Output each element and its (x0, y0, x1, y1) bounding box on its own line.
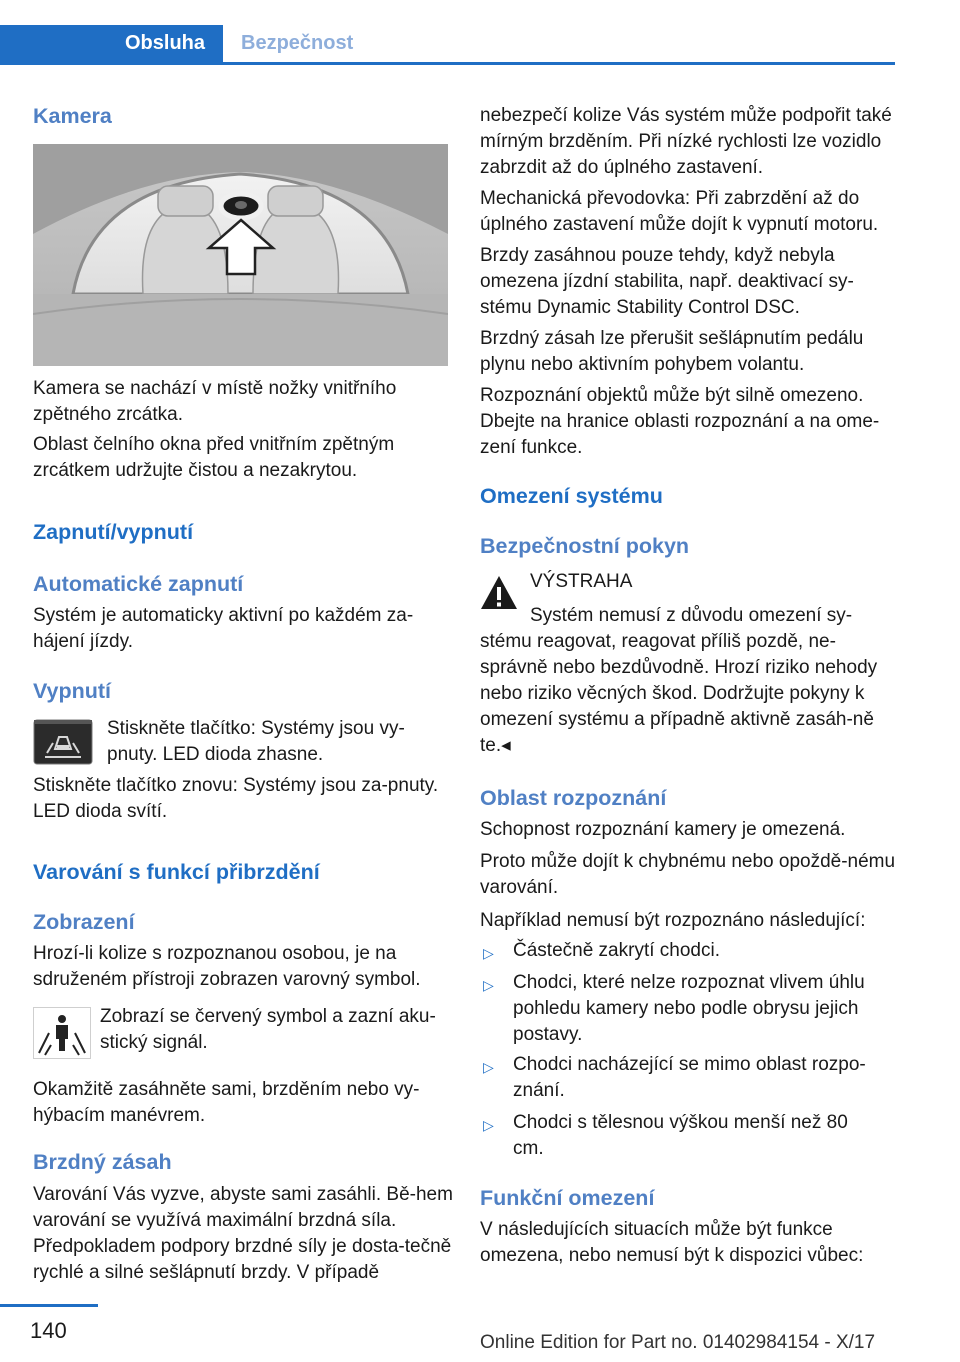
tab-bezpecnost[interactable]: Bezpečnost (241, 32, 354, 54)
warning-title: VÝSTRAHA (530, 571, 633, 592)
list-item: Chodci s tělesnou výškou menší než 80 cm. (513, 1112, 848, 1159)
display-heading: Zobrazení (33, 910, 135, 934)
display-paragraph-2: Zobrazí se červený symbol a zazní aku-stický signál. (100, 1006, 436, 1053)
footer-rule (0, 1304, 98, 1307)
right-paragraph-3: Brzdy zasáhnou pouze tehdy, když nebyla omezena jízdní stabilita, např. deaktivací sy-stému Dynamic Stability Control DSC. (480, 245, 854, 318)
camera-heading: Kamera (33, 104, 112, 128)
warning-triangle-icon (480, 575, 518, 611)
header-tabs (0, 25, 895, 65)
right-paragraph-1: nebezpečí kolize Vás systém může podpořit také mírným brzděním. Při nízké rychlosti lze vozidlo zabrzdit až do úplného zastavení. (480, 105, 892, 178)
car-interior-camera-photo (33, 144, 448, 366)
list-item: Částečně zakrytí chodci. (513, 940, 720, 961)
warning-function-heading: Varování s funkcí přibrzdění (33, 860, 320, 884)
bullet-marker: ▷ (483, 945, 494, 961)
pedestrian-warning-button-icon (33, 719, 93, 765)
bullet-marker: ▷ (483, 1059, 494, 1075)
footer-edition: Online Edition for Part no. 01402984154 - X/17 (480, 1332, 876, 1353)
auto-paragraph: Systém je automaticky aktivní po každém za-hájení jízdy. (33, 605, 414, 652)
tab-obsluha[interactable]: Obsluha (0, 25, 223, 62)
warning-text-first: Systém nemusí z důvodu omezení sy- (530, 605, 853, 626)
brake-heading: Brzdný zásah (33, 1150, 172, 1174)
func-heading: Funkční omezení (480, 1186, 655, 1210)
limits-heading: Omezení systému (480, 484, 663, 508)
display-paragraph-3: Okamžitě zasáhněte sami, brzděním nebo vy-hýbacím manévrem. (33, 1079, 420, 1126)
off-heading: Vypnutí (33, 679, 112, 703)
page-number: 140 (30, 1318, 67, 1343)
func-paragraph: V následujících situacích může být funkce omezena, nebo nemusí být k dispozici vůbec: (480, 1219, 864, 1266)
safety-heading: Bezpečnostní pokyn (480, 534, 690, 558)
display-paragraph-1: Hrozí-li kolize s rozpoznanou osobou, je na sdruženém přístroji zobrazen varovný symbol. (33, 943, 421, 990)
area-heading: Oblast rozpoznání (480, 786, 667, 810)
area-paragraph-1: Schopnost rozpoznání kamery je omezená. (480, 819, 846, 840)
list-item: Chodci nacházející se mimo oblast rozpo-znání. (513, 1054, 866, 1101)
area-paragraph-2: Proto může dojít k chybnému nebo opoždě-nému varování. (480, 851, 896, 898)
bullet-marker: ▷ (483, 977, 494, 993)
right-paragraph-5: Rozpoznání objektů může být silně omezeno. Dbejte na hranice oblasti rozpoznání a na ome-zení funkce. (480, 385, 880, 458)
right-paragraph-2: Mechanická převodovka: Při zabrzdění až do úplného zastavení může dojít k vypnutí motoru. (480, 188, 879, 235)
right-paragraph-4: Brzdný zásah lze přerušit sešlápnutím pedálu plynu nebo aktivním pohybem volantu. (480, 328, 864, 375)
pedestrian-warning-symbol-icon (33, 1007, 91, 1059)
camera-paragraph-1: Kamera se nachází v místě nožky vnitřního zpětného zrcátka. (33, 378, 397, 425)
area-paragraph-3: Například nemusí být rozpoznáno následující: (480, 910, 866, 931)
off-paragraph-1: Stiskněte tlačítko: Systémy jsou vy-pnuty. LED dioda zhasne. (107, 718, 405, 765)
bullet-marker: ▷ (483, 1117, 494, 1133)
list-item: Chodci, které nelze rozpoznat vlivem úhlu pohledu kamery nebo podle obrysu jejich postavy. (513, 972, 865, 1045)
warning-text-rest: stému reagovat, reagovat příliš pozdě, ne-správně nebo bezdůvodně. Hrozí riziko nehody nebo riziko věcných škod. Dodržujte pokyny k omezení systému a případně aktivně zasáh-ně​te.◂ (480, 631, 878, 756)
auto-heading: Automatické zapnutí (33, 572, 244, 596)
onoff-heading: Zapnutí/vypnutí (33, 520, 194, 544)
brake-paragraph: Varování Vás vyzve, abyste sami zasáhli. Bě-hem varování se využívá maximální brzdná síla. Předpokladem podpory brzdné síly je dosta-tečně rychlé a silné sešlápnutí brzdy. V případě (33, 1184, 453, 1283)
camera-paragraph-2: Oblast čelního okna před vnitřním zpětným zrcátkem udržujte čistou a nezakrytou. (33, 434, 395, 481)
off-paragraph-2: Stiskněte tlačítko znovu: Systémy jsou za-pnuty. LED dioda svítí. (33, 775, 439, 822)
